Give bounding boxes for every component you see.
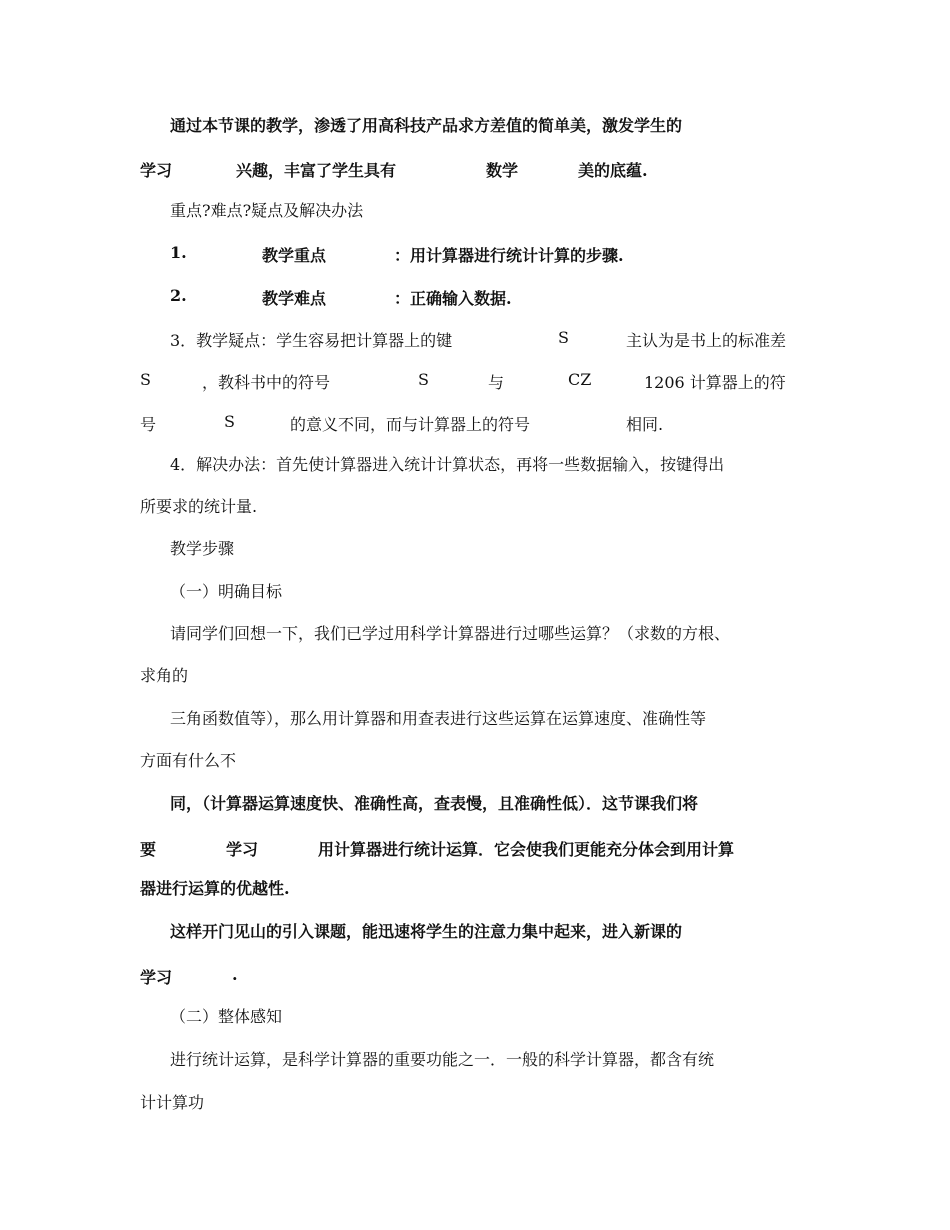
paragraph-line: 请同学们回想一下，我们已学过用科学计算器进行过哪些运算？（求数的方根、 bbox=[170, 624, 731, 643]
paragraph-line: 4．解决办法：首先使计算器进入统计计算状态，再将一些数据输入，按键得出 bbox=[170, 455, 725, 474]
text-fragment: CZ bbox=[568, 370, 592, 389]
text-fragment: 学习 bbox=[140, 161, 173, 180]
text-fragment: S bbox=[224, 412, 235, 431]
text-fragment: 与 bbox=[488, 373, 505, 392]
paragraph-line: 计计算功 bbox=[140, 1093, 205, 1112]
text-fragment: 学习 bbox=[226, 840, 259, 859]
section-heading: 教学步骤 bbox=[170, 539, 235, 558]
paragraph-line: 求角的 bbox=[140, 666, 189, 685]
list-text: ：用计算器进行统计计算的步骤. bbox=[394, 246, 624, 265]
paragraph-line: 方面有什么不 bbox=[140, 751, 237, 770]
paragraph-line: 器进行运算的优越性. bbox=[140, 879, 290, 898]
list-number: 1. bbox=[170, 243, 187, 262]
text-fragment: S bbox=[558, 328, 569, 347]
text-fragment: ，教科书中的符号 bbox=[202, 373, 331, 392]
list-term: 教学难点 bbox=[262, 289, 327, 308]
paragraph-line: 三角函数值等），那么用计算器和用查表进行这些运算在运算速度、准确性等 bbox=[170, 709, 707, 728]
text-fragment: 1206 计算器上的符 bbox=[644, 373, 786, 392]
section-heading: 重点?难点?疑点及解决办法 bbox=[170, 201, 364, 220]
text-fragment: 号 bbox=[140, 415, 157, 434]
paragraph-line: 通过本节课的教学，渗透了用高科技产品求方差值的简单美，激发学生的 bbox=[170, 116, 683, 135]
text-fragment: 美的底蕴. bbox=[578, 161, 648, 180]
paragraph-line: 同，（计算器运算速度快、准确性高，查表慢，且准确性低）．这节课我们将 bbox=[170, 794, 699, 813]
text-fragment: 3．教学疑点：学生容易把计算器上的键 bbox=[170, 331, 453, 350]
text-fragment: 用计算器进行统计运算．它会使我们更能充分体会到用计算 bbox=[318, 840, 735, 859]
text-fragment: 的意义不同，而与计算器上的符号 bbox=[290, 415, 531, 434]
subsection-heading: （二）整体感知 bbox=[170, 1007, 283, 1026]
paragraph-line: 进行统计运算，是科学计算器的重要功能之一．一般的科学计算器，都含有统 bbox=[170, 1050, 715, 1069]
text-fragment: 数学 bbox=[486, 161, 519, 180]
paragraph-line: 所要求的统计量. bbox=[140, 497, 258, 516]
text-fragment: 学习 bbox=[140, 968, 173, 987]
paragraph-line: 这样开门见山的引入课题，能迅速将学生的注意力集中起来，进入新课的 bbox=[170, 922, 683, 941]
text-fragment: 相同. bbox=[626, 415, 664, 434]
list-number: 2. bbox=[170, 286, 187, 305]
subsection-heading: （一）明确目标 bbox=[170, 582, 283, 601]
text-fragment: . bbox=[232, 965, 238, 984]
text-fragment: 主认为是书上的标准差 bbox=[626, 331, 787, 350]
text-fragment: 要 bbox=[140, 840, 157, 859]
list-text: ：正确输入数据. bbox=[394, 289, 512, 308]
text-fragment: S bbox=[140, 370, 151, 389]
text-fragment: S bbox=[418, 370, 429, 389]
text-fragment: 兴趣，丰富了学生具有 bbox=[236, 161, 397, 180]
list-term: 教学重点 bbox=[262, 246, 327, 265]
